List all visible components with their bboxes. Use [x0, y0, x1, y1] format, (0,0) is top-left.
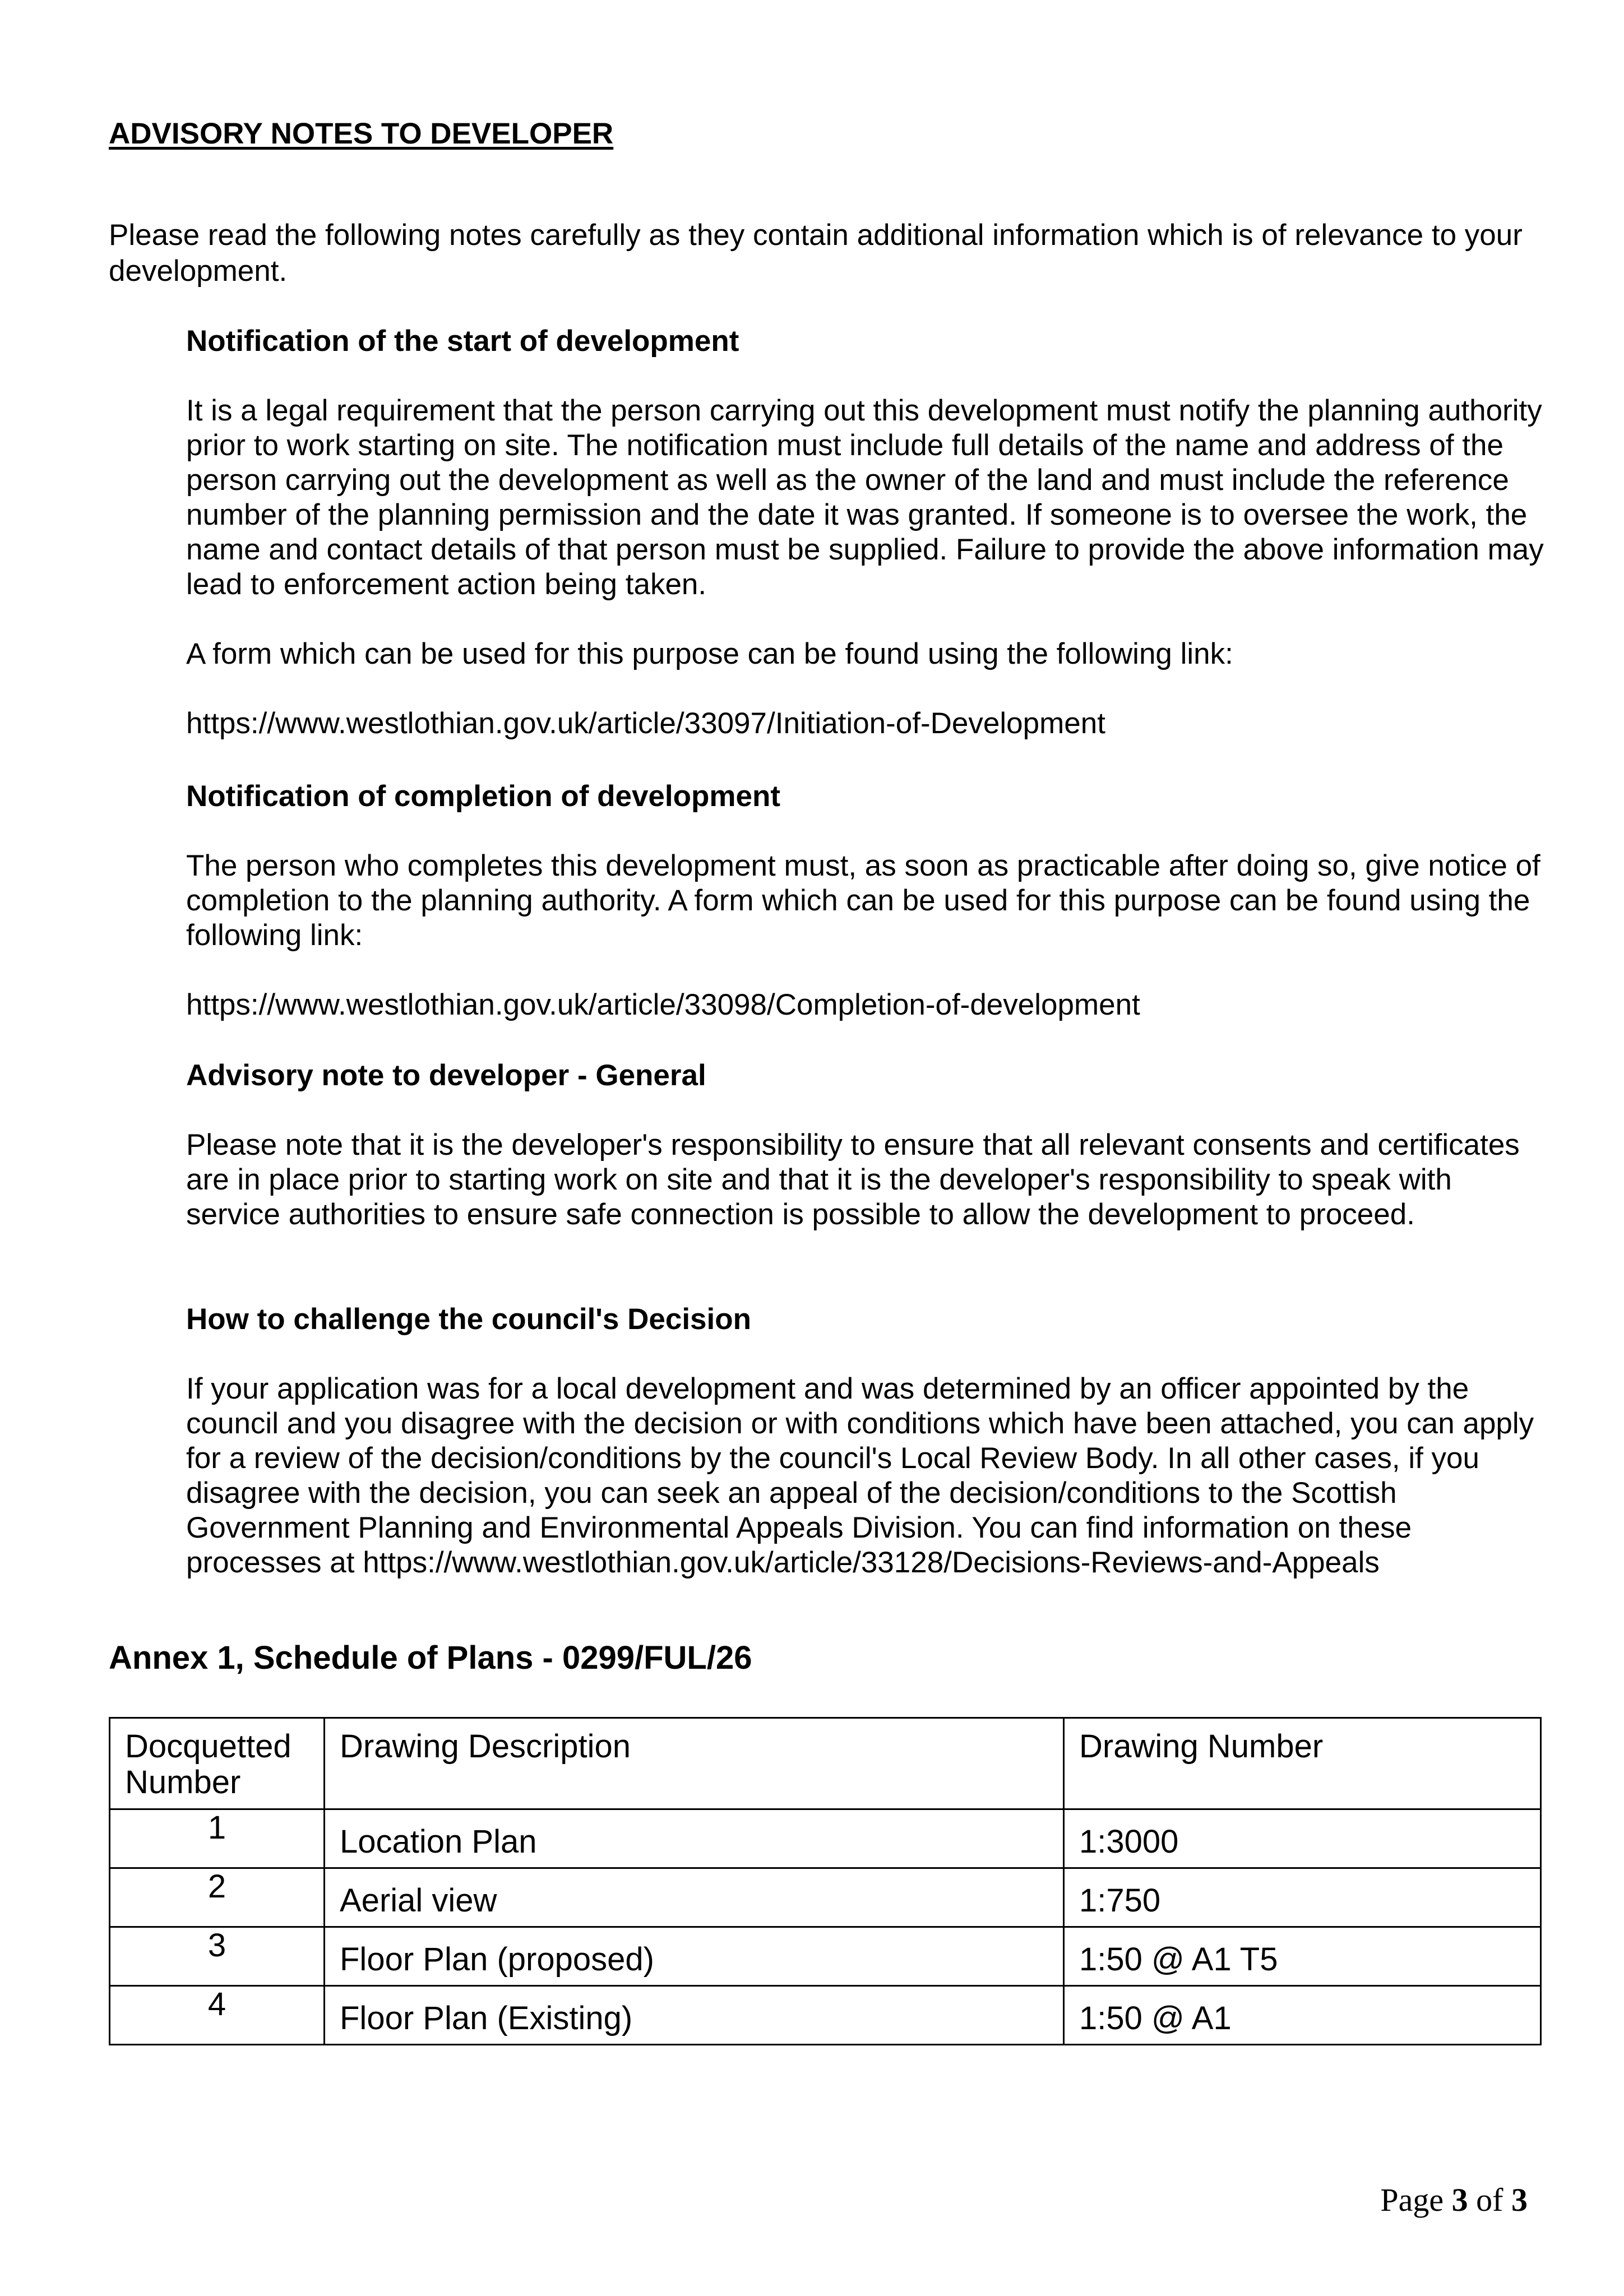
section-advisory-general [186, 1058, 1548, 1232]
section-paragraph: If your application was for a local development and was determined by an officer appointed by the council and you disagree with the decision or with conditions which have been attached, you can apply for a review of the decision/conditions by the council's Local Review Body. In all other cases, if you disagree with the decision, you can seek an appeal of the decision/conditions to the Scottish Government Planning and Environmental Appeals Division. You can find information on these processes at https://www.westlothian.gov.uk/article/33128/Decisions-Reviews-and-Appeals [186, 1372, 1534, 1579]
annex-heading: Annex 1, Schedule of Plans - 0299/FUL/26 [109, 1640, 752, 1676]
section-challenge-decision [186, 1302, 1548, 1580]
section-heading: Advisory note to developer - General [186, 1059, 706, 1092]
column-header-drawing-description: Drawing Description [325, 1718, 1064, 1809]
drawing-number-cell: 1:50 @ A1 [1064, 1986, 1541, 2045]
section-paragraph: It is a legal requirement that the person carrying out this development must notify the planning authority prior to work starting on site. The notification must include full details of the name and address of the person carrying out the development as well as the owner of the land and must include the reference number of the planning permission and the date it was granted. If someone is to oversee the work, the name and contact details of that person must be supplied. Failure to provide the above information may lead to enforcement action being taken. [186, 394, 1544, 601]
of-label: of [1476, 2182, 1503, 2218]
page-label: Page [1380, 2182, 1444, 2218]
drawing-description-cell: Location Plan [325, 1809, 1064, 1868]
document-title: ADVISORY NOTES TO DEVELOPER [109, 117, 614, 150]
page-number [1380, 2181, 1528, 2220]
link-initiation-of-development[interactable]: https://www.westlothian.gov.uk/article/33097/Initiation-of-Development [186, 707, 1105, 740]
current-page: 3 [1451, 2182, 1468, 2218]
drawing-number-cell: 1:3000 [1064, 1809, 1541, 1868]
schedule-of-plans-table [109, 1717, 1542, 2045]
section-paragraph: The person who completes this development must, as soon as practicable after doing so, give notice of completion to the planning authority. A form which can be used for this purpose can be found using the following link: [186, 849, 1540, 952]
section-paragraph: Please note that it is the developer's responsibility to ensure that all relevant consents and certificates are in place prior to starting work on site and that it is the developer's responsibility to speak with service authorities to ensure safe connection is possible to allow the development to proceed. [186, 1128, 1520, 1231]
section-start-of-development [186, 324, 1548, 741]
section-heading: Notification of the start of development [186, 325, 739, 358]
table-row [110, 1986, 1541, 2045]
section-heading: Notification of completion of development [186, 780, 780, 813]
drawing-description-cell: Floor Plan (proposed) [325, 1927, 1064, 1986]
column-header-drawing-number: Drawing Number [1064, 1718, 1541, 1809]
docquetted-number-cell: 3 [110, 1927, 325, 1986]
section-heading: How to challenge the council's Decision [186, 1303, 752, 1336]
section-paragraph: A form which can be used for this purpose can be found using the following link: [186, 637, 1233, 670]
column-header-docquetted-number: Docquetted Number [110, 1718, 325, 1809]
drawing-description-cell: Floor Plan (Existing) [325, 1986, 1064, 2045]
table-row [110, 1927, 1541, 1986]
drawing-number-cell: 1:50 @ A1 T5 [1064, 1927, 1541, 1986]
link-completion-of-development[interactable]: https://www.westlothian.gov.uk/article/33098/Completion-of-development [186, 988, 1140, 1021]
table-row [110, 1809, 1541, 1868]
docquetted-number-cell: 2 [110, 1868, 325, 1927]
docquetted-number-cell: 1 [110, 1809, 325, 1868]
drawing-number-cell: 1:750 [1064, 1868, 1541, 1927]
drawing-description-cell: Aerial view [325, 1868, 1064, 1927]
docquetted-number-cell: 4 [110, 1986, 325, 2045]
table-header-row [110, 1718, 1541, 1809]
table-row [110, 1868, 1541, 1927]
intro-paragraph: Please read the following notes carefully as they contain additional information which is of relevance to your development. [109, 219, 1523, 288]
section-completion-of-development [186, 779, 1548, 1022]
total-pages: 3 [1511, 2182, 1528, 2218]
